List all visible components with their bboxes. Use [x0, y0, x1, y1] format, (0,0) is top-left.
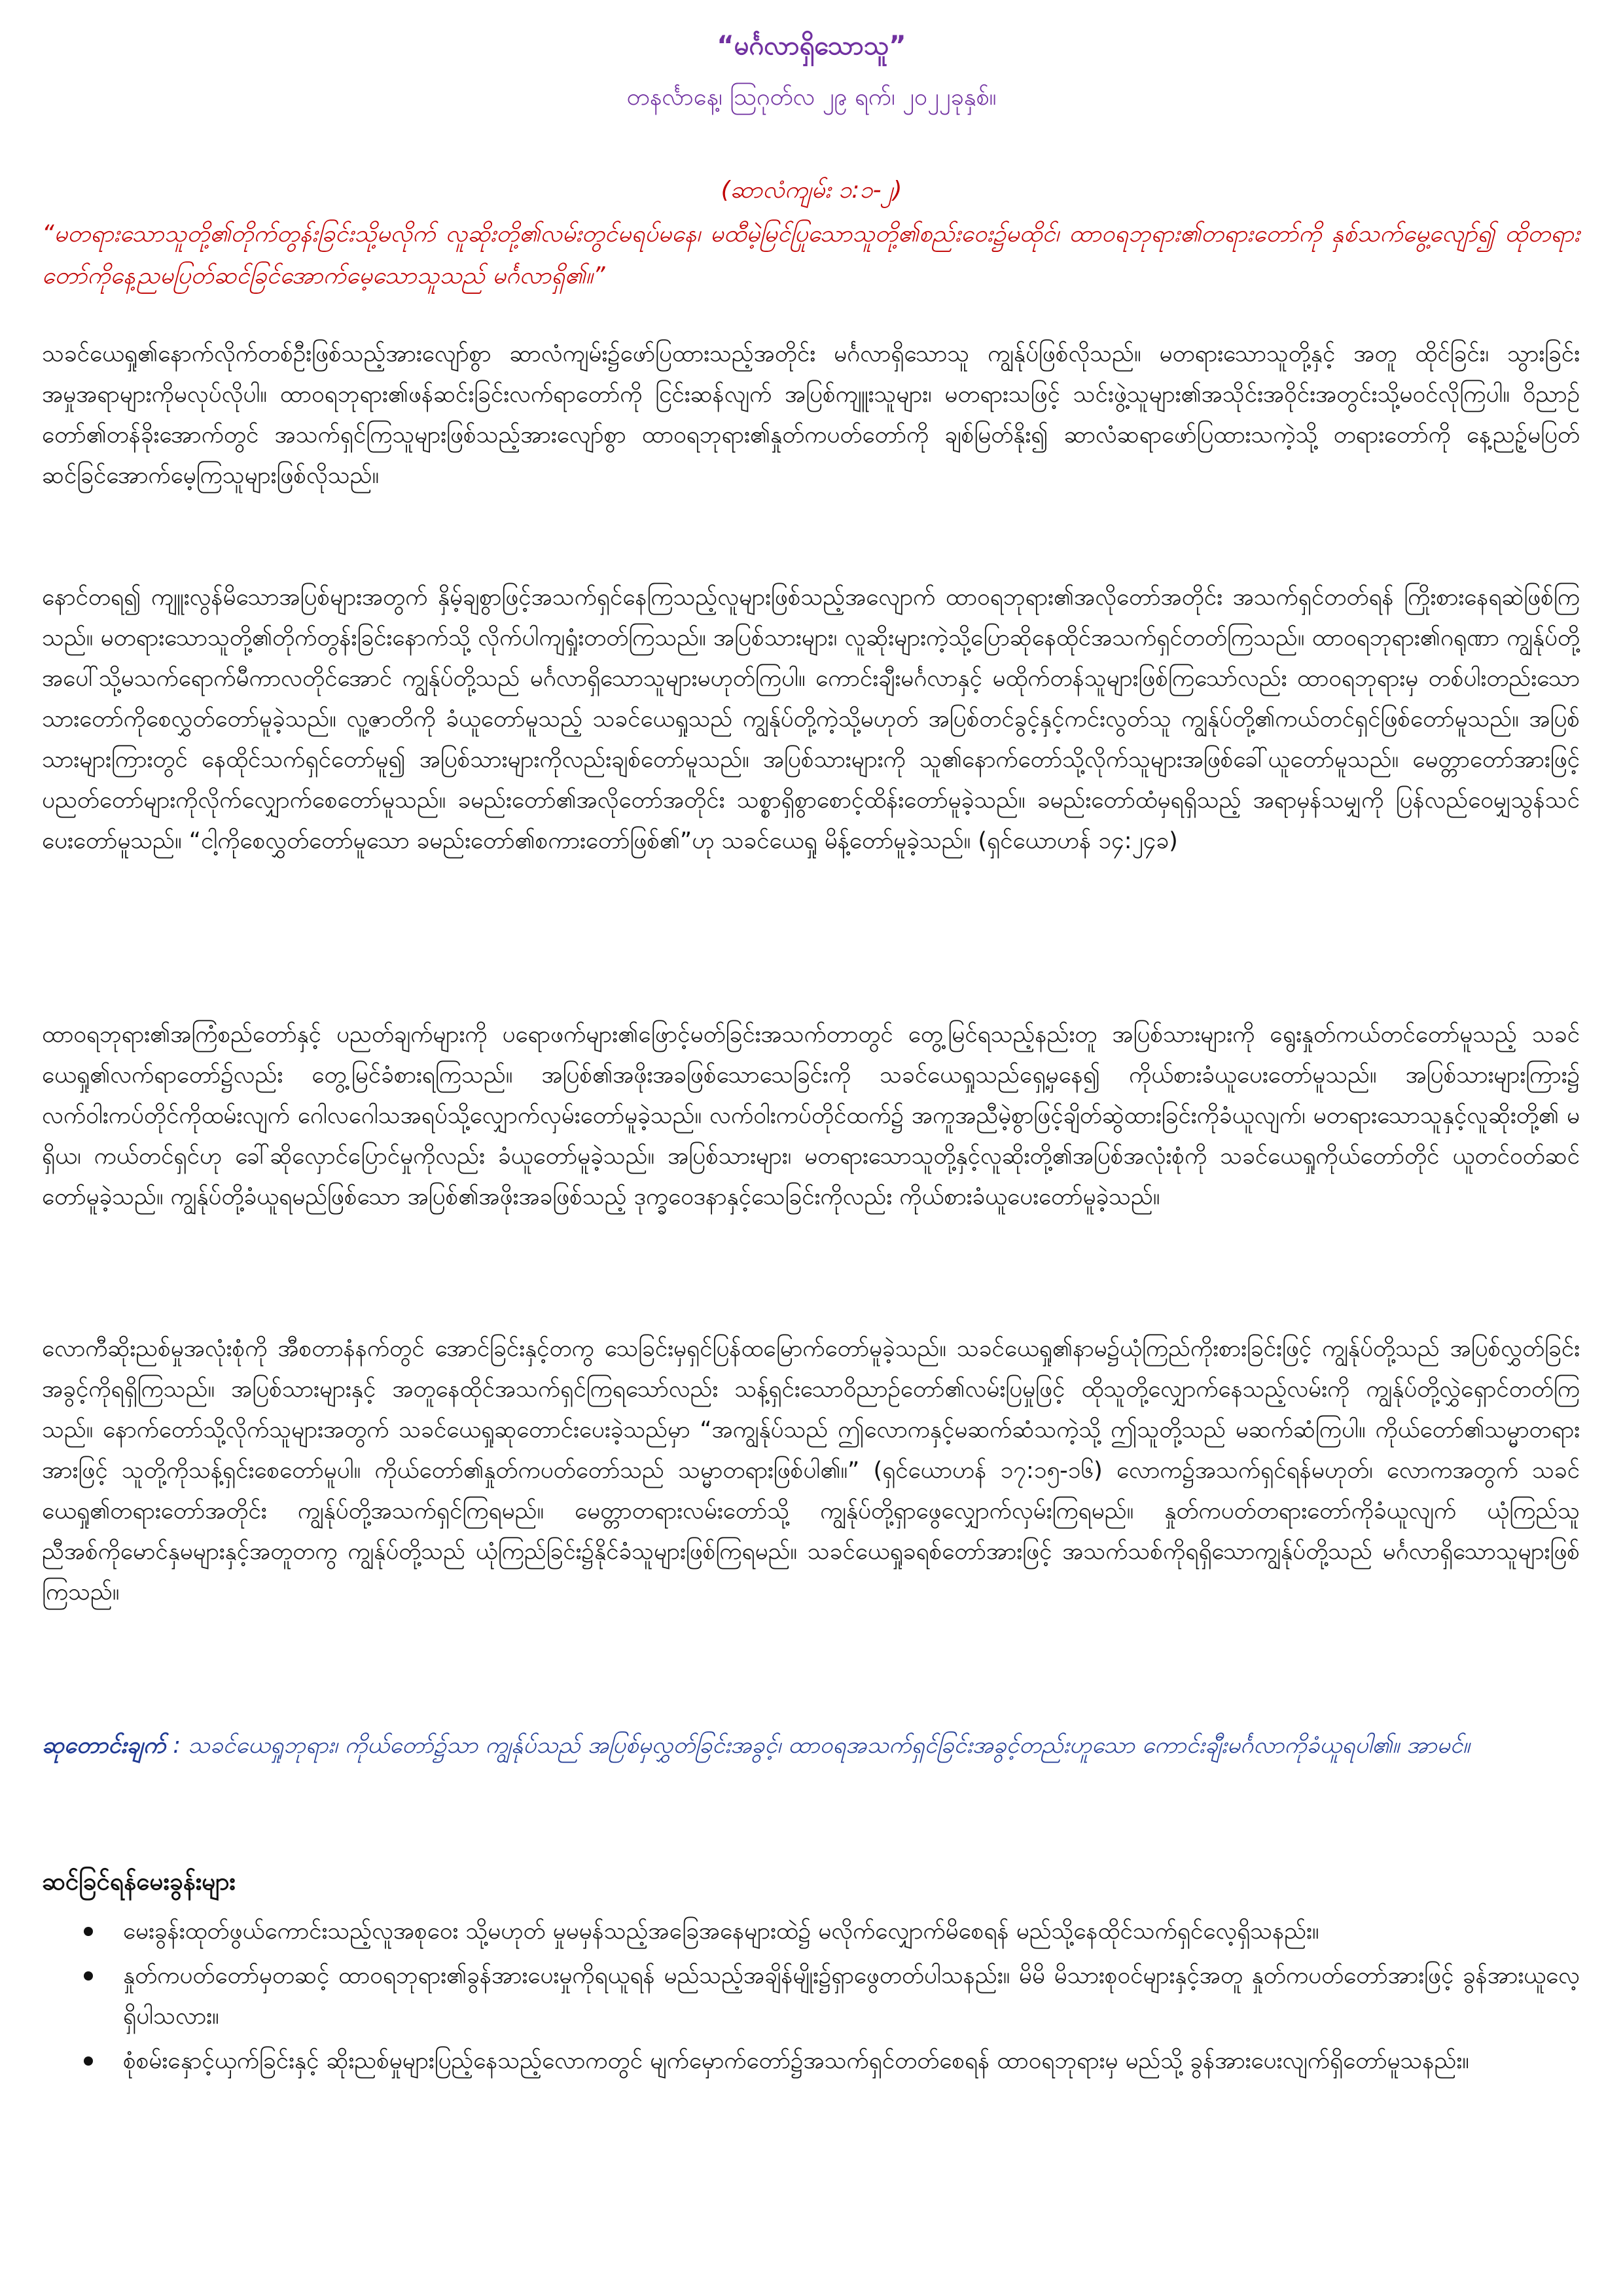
- questions-heading: ဆင်ခြင်ရန်မေးခွန်းများ: [42, 1867, 236, 1895]
- question-text-3: စုံစမ်းနှောင့်ယှက်ခြင်းနှင့် ဆိုးညစ်မှုများပြည့်နေသည့်လောကတွင် မျက်မှောက်တော်၌အသက်ရှင်တတ်စေရန် ထာဝရဘုရားမှ မည်သို့ ခွန်အားပေးလျက်ရှိတော်မူသနည်း။: [123, 2048, 1469, 2074]
- question-item-3: [42, 2041, 1580, 2081]
- body-paragraph-1: သခင်ယေရှု၏နောက်လိုက်တစ်ဦးဖြစ်သည့်အားလျော်စွာ ဆာလံကျမ်း၌ဖော်ပြထားသည့်အတိုင်း မင်္ဂလာရှိသောသူ ကျွန်ုပ်ဖြစ်လိုသည်။ မတရားသောသူတို့နှင့် အတူ ထိုင်ခြင်း၊ သွားခြင်းအမှုအရာများကိုမလုပ်လိုပါ။ ထာဝရဘုရား၏ဖန်ဆင်းခြင်းလက်ရာတော်ကို ငြင်းဆန်လျက် အပြစ်ကျူးသူများ၊ မတရားသဖြင့် သင်းဖွဲ့သူများ၏အသိုင်းအဝိုင်းအတွင်းသို့မဝင်လိုကြပါ။ ဝိညာဉ်တော်၏တန်ခိုးအောက်တွင် အသက်ရှင်ကြသူများဖြစ်သည့်အားလျော်စွာ ထာဝရဘုရား၏နှုတ်ကပတ်တော်ကို ချစ်မြတ်နိုး၍ ဆာလံဆရာဖော်ပြထားသကဲ့သို့ တရားတော်ကို နေ့ညဉ့်မပြတ်ဆင်ခြင်အောက်မေ့ကြသူများဖြစ်လိုသည်။: [42, 341, 1580, 489]
- body-paragraph-2: နောင်တရ၍ ကျူးလွန်မိသောအပြစ်များအတွက် နှိမ့်ချစွာဖြင့်အသက်ရှင်နေကြသည့်လူများဖြစ်သည့်အလျောက် ထာဝရဘုရား၏အလိုတော်အတိုင်း အသက်ရှင်တတ်ရန် ကြိုးစားနေရဆဲဖြစ်ကြသည်။ မတရားသောသူတို့၏တိုက်တွန်းခြင်းနောက်သို့ လိုက်ပါကျရှုံးတတ်ကြသည်။ အပြစ်သားများ၊ လူဆိုးများကဲ့သို့ပြောဆိုနေထိုင်အသက်ရှင်တတ်ကြသည်။ ထာဝရဘုရား၏ဂရုဏာ ကျွန်ုပ်တို့အပေါ်သို့မသက်ရောက်မီကာလတိုင်အောင် ကျွန်ုပ်တို့သည် မင်္ဂလာရှိသောသူများမဟုတ်ကြပါ။ ကောင်းချီးမင်္ဂလာနှင့် မထိုက်တန်သူများဖြစ်ကြသော်လည်း ထာဝရဘုရားမှ တစ်ပါးတည်းသောသားတော်ကိုစေလွှတ်တော်မူခဲ့သည်။ လူ့ဇာတိကို ခံယူတော်မူသည့် သခင်ယေရှုသည် ကျွန်ုပ်တို့ကဲ့သို့မဟုတ် အပြစ်တင်ခွင့်နှင့်ကင်းလွတ်သူ ကျွန်ုပ်တို့၏ကယ်တင်ရှင်ဖြစ်တော်မူသည်။ အပြစ်သားများကြားတွင် နေထိုင်သက်ရှင်တော်မူ၍ အပြစ်သားများကိုလည်းချစ်တော်မူသည်။ အပြစ်သားများကို သူ၏နောက်တော်သို့လိုက်သူများအဖြစ်ခေါ်ယူတော်မူသည်။ မေတ္တာတော်အားဖြင့် ပညတ်တော်များကိုလိုက်လျှောက်စေတော်မူသည်။ ခမည်းတော်၏အလိုတော်အတိုင်း သစ္စာရှိစွာစောင့်ထိန်းတော်မူခဲ့သည်။ ခမည်းတော်ထံမှရရှိသည့် အရာမှန်သမျှကို ပြန်လည်ဝေမျှသွန်သင်ပေးတော်မူသည်။ “ငါ့ကိုစေလွှတ်တော်မူသော ခမည်းတော်၏စကားတော်ဖြစ်၏”ဟု သခင်ယေရှု မိန့်တော်မူခဲ့သည်။ (ရှင်ယောဟန် ၁၄:၂၄ခ): [42, 584, 1580, 854]
- prayer-label: ဆုတောင်းချက်: [42, 1732, 166, 1759]
- page-title: “မင်္ဂလာရှိသောသူ”: [717, 31, 906, 61]
- question-text-2: နှုတ်ကပတ်တော်မှတဆင့် ထာဝရဘုရား၏ခွန်အားပေးမှုကိုရယူရန် မည်သည့်အချိန်မျိုး၌ရှာဖွေတတ်ပါသနည်း။ မိမိ မိသားစုဝင်များနှင့်အတူ နှုတ်ကပတ်တော်အားဖြင့် ခွန်အားယူလေ့ရှိပါသလား။: [123, 1963, 1580, 2030]
- prayer-separator: :: [166, 1732, 188, 1759]
- bullet-icon: [84, 2056, 93, 2066]
- scripture-reference: (ဆာလံကျမ်း ၁:၁-၂): [721, 177, 902, 204]
- question-text-1: မေးခွန်းထုတ်ဖွယ်ကောင်းသည့်လူအစုဝေး သို့မဟုတ် မှုမမှန်သည့်အခြေအနေများထဲ၌ မလိုက်လျှောက်မိစေရန် မည်သို့နေထိုင်သက်ရှင်လေ့ရှိသနည်း။: [123, 1918, 1319, 1945]
- prayer-text: သခင်ယေရှုဘုရား၊ ကိုယ်တော်၌သာ ကျွန်ုပ်သည် အပြစ်မှလွှတ်ခြင်းအခွင့်၊ ထာဝရအသက်ရှင်ခြင်းအခွင့်တည်းဟူသော ကောင်းချီးမင်္ဂလာကိုခံယူရပါ၏။ အာမင်။: [188, 1732, 1470, 1759]
- body-paragraph-4: လောကီဆိုးညစ်မှုအလုံးစုံကို အီစတာနံနက်တွင် အောင်ခြင်းနှင့်တကွ သေခြင်းမှရှင်ပြန်ထမြောက်တော်မူခဲ့သည်။ သခင်ယေရှု၏နာမ၌ယုံကြည်ကိုးစားခြင်းဖြင့် ကျွန်ုပ်တို့သည် အပြစ်လွှတ်ခြင်းအခွင့်ကိုရရှိကြသည်။ အပြစ်သားများနှင့် အတူနေထိုင်အသက်ရှင်ကြရသော်လည်း သန့်ရှင်းသောဝိညာဉ်တော်၏လမ်းပြမှုဖြင့် ထိုသူတို့လျှောက်နေသည့်လမ်းကို ကျွန်ုပ်တို့လွှဲရှောင်တတ်ကြသည်။ နောက်တော်သို့လိုက်သူများအတွက် သခင်ယေရှုဆုတောင်းပေးခဲ့သည်မှာ “အကျွန်ုပ်သည် ဤလောကနှင့်မဆက်ဆံသကဲ့သို့ ဤသူတို့သည် မဆက်ဆံကြပါ။ ကိုယ်တော်၏သမ္မာတရားအားဖြင့် သူတို့ကိုသန့်ရှင်းစေတော်မူပါ။ ကိုယ်တော်၏နှုတ်ကပတ်တော်သည် သမ္မာတရားဖြစ်ပါ၏။” (ရှင်ယောဟန် ၁၇:၁၅-၁၆) လောက၌အသက်ရှင်ရန်မဟုတ်၊ လောကအတွက် သခင်ယေရှု၏တရားတော်အတိုင်း ကျွန်ုပ်တို့အသက်ရှင်ကြရမည်။ မေတ္တာတရားလမ်းတော်သို့ ကျွန်ုပ်တို့ရှာဖွေလျှောက်လှမ်းကြရမည်။ နှုတ်ကပတ်တရားတော်ကိုခံယူလျက် ယုံကြည်သူ ညီအစ်ကိုမောင်နှမများနှင့်အတူတကွ ကျွန်ုပ်တို့သည် ယုံကြည်ခြင်း၌နိုင်ခံသူများဖြစ်ကြရမည်။ သခင်ယေရှုခရစ်တော်အားဖြင့် အသက်သစ်ကိုရရှိသောကျွန်ုပ်တို့သည် မင်္ဂလာရှိသောသူများဖြစ်ကြသည်။: [42, 1336, 1580, 1605]
- prayer-section: [42, 1725, 1580, 1766]
- question-item-1: [42, 1911, 1580, 1952]
- page-date: တနင်္လာနေ့၊ ဩဂုတ်လ ၂၉ ရက်၊ ၂၀၂၂ခုနှစ်။: [626, 84, 997, 111]
- body-paragraph-3: ထာဝရဘုရား၏အကြံစည်တော်နှင့် ပညတ်ချက်များကို ပရောဖက်များ၏ဖြောင့်မတ်ခြင်းအသက်တာတွင် တွေ့မြင်ရသည့်နည်းတူ အပြစ်သားများကို ရွေးနှုတ်ကယ်တင်တော်မူသည့် သခင်ယေရှု၏လက်ရာတော်၌လည်း တွေ့မြင်ခံစားရကြသည်။ အပြစ်၏အဖိုးအခဖြစ်သောသေခြင်းကို သခင်ယေရှုသည်ရှေ့မှနေ၍ ကိုယ်စားခံယူပေးတော်မူသည်။ အပြစ်သားများကြား၌ လက်ဝါးကပ်တိုင်ကိုထမ်းလျက် ဂေါလဂေါသအရပ်သို့လျှောက်လှမ်းတော်မူခဲ့သည်။ လက်ဝါးကပ်တိုင်ထက်၌ အကူအညီမဲ့စွာဖြင့်ချိတ်ဆွဲထားခြင်းကိုခံယူလျက်၊ မတရားသောသူနှင့်လူဆိုးတို့၏ မရှိယ၊ ကယ်တင်ရှင်ဟု ခေါ်ဆိုလှောင်ပြောင်မှုကိုလည်း ခံယူတော်မူခဲ့သည်။ အပြစ်သားများ၊ မတရားသောသူတို့နှင့်လူဆိုးတို့၏အပြစ်အလုံးစုံကို သခင်ယေရှုကိုယ်တော်တိုင် ယူတင်ဝတ်ဆင်တော်မူခဲ့သည်။ ကျွန်ုပ်တို့ခံယူရမည်ဖြစ်သော အပြစ်၏အဖိုးအခဖြစ်သည့် ဒုက္ခဝေဒနာနှင့်သေခြင်းကိုလည်း ကိုယ်စားခံယူပေးတော်မူခဲ့သည်။: [42, 1022, 1580, 1210]
- scripture-text: “မတရားသောသူတို့၏တိုက်တွန်းခြင်းသို့မလိုက် လူဆိုးတို့၏လမ်းတွင်မရပ်မနေ၊ မထီမဲ့မြင်ပြုသောသူတို့၏စည်းဝေး၌မထိုင်၊ ထာဝရဘုရား၏တရားတော်ကို နှစ်သက်မွေ့လျော်၍ ထိုတရားတော်ကိုနေ့ညမပြတ်ဆင်ခြင်အောက်မေ့သောသူသည် မင်္ဂလာရှိ၏။”: [42, 221, 1580, 289]
- bullet-icon: [84, 1971, 93, 1981]
- bullet-icon: [84, 1927, 93, 1936]
- question-item-2: [42, 1956, 1580, 2037]
- questions-list: [42, 1911, 1580, 2085]
